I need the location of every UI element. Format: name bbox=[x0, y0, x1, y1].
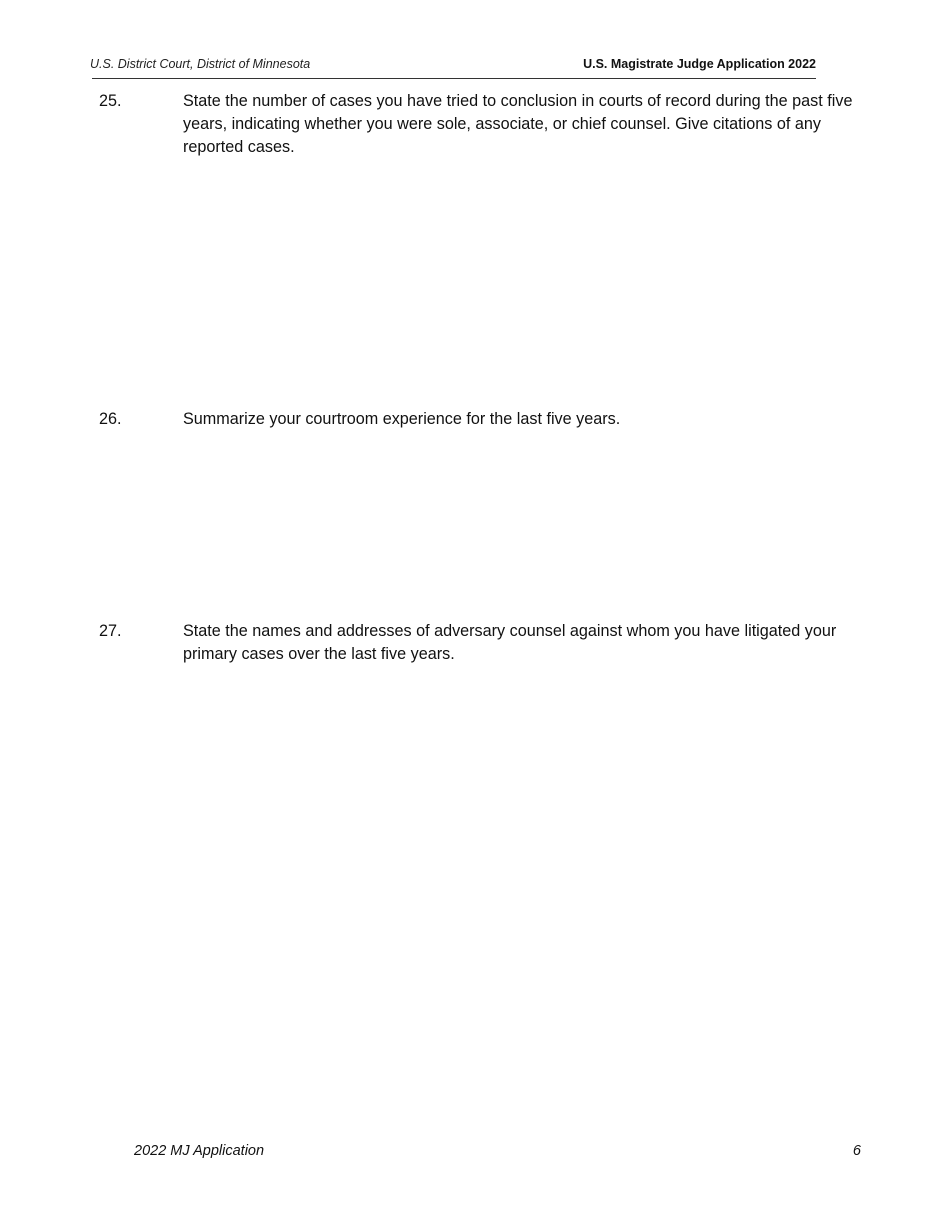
question-text: State the names and addresses of adversary counsel against whom you have litigated your primary cases over the last five years. bbox=[183, 622, 837, 663]
question-number: 26. bbox=[99, 410, 122, 428]
footer-page-number: 6 bbox=[852, 1143, 861, 1159]
footer-document-name: 2022 MJ Application bbox=[134, 1143, 265, 1159]
header-application-title: U.S. Magistrate Judge Application 2022 bbox=[583, 57, 816, 71]
question-number: 27. bbox=[99, 622, 122, 640]
question-number: 25. bbox=[99, 92, 122, 110]
header-divider bbox=[92, 78, 816, 79]
question-text: Summarize your courtroom experience for the last five years. bbox=[183, 410, 621, 428]
header-court-name: U.S. District Court, District of Minnesota bbox=[90, 57, 311, 71]
question-text: State the number of cases you have tried to conclusion in courts of record during the past five years, indicating whether you were sole, associate, or chief counsel. Give citations of any reported cases. bbox=[183, 92, 853, 156]
